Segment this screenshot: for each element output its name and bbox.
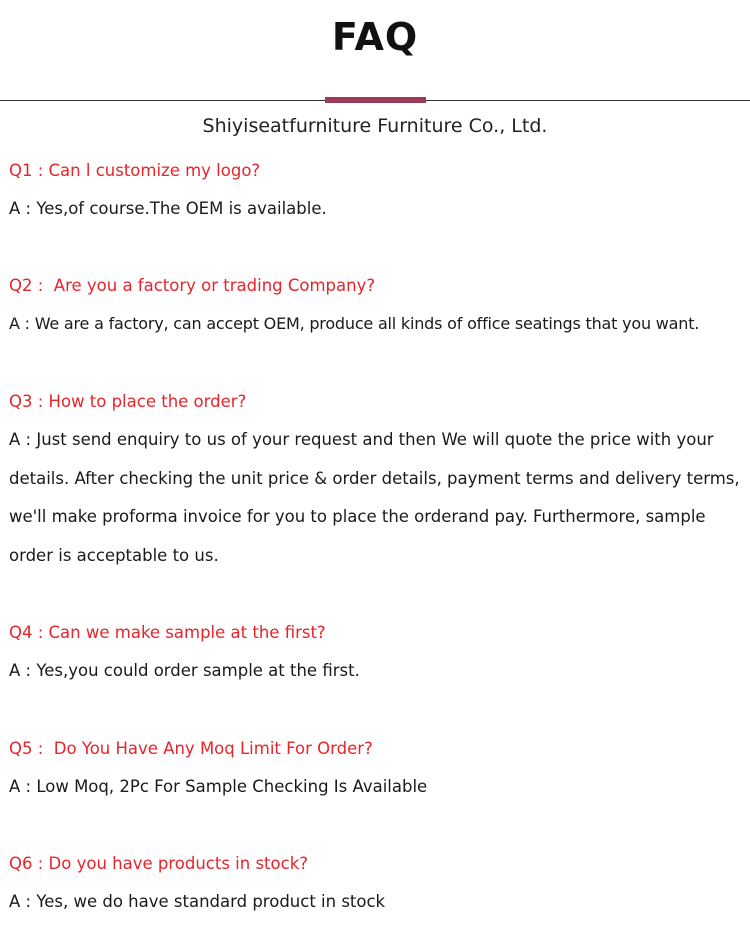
faq-item-3 (9, 383, 744, 575)
faq-question: Q4 : Can we make sample at the first? (9, 623, 326, 642)
faq-answer: A : Yes, we do have standard product in stock (9, 892, 386, 911)
faq-item-4 (9, 614, 750, 691)
faq-answer: A : Low Moq, 2Pc For Sample Checking Is Available (9, 777, 428, 796)
page-title: FAQ (331, 15, 419, 59)
faq-question: Q3 : How to place the order? (9, 392, 247, 411)
faq-answer: A : Just send enquiry to us of your request and then We will quote the price with your details. After checking the unit price & order details, payment terms and delivery terms, we'll make proforma invoice for you to place the orderand pay. Furthermore, sample order is acceptable to us. (9, 430, 740, 565)
faq-answer: A : Yes,you could order sample at the first. (9, 661, 360, 680)
faq-item-2 (9, 267, 750, 344)
faq-item-1 (9, 152, 750, 229)
faq-answer: A : Yes,of course.The OEM is available. (9, 199, 327, 218)
faq-answer: A : We are a factory, can accept OEM, produce all kinds of office seatings that you want. (9, 314, 700, 333)
faq-item-6 (9, 845, 750, 922)
faq-question: Q6 : Do you have products in stock? (9, 854, 309, 873)
faq-question: Q2 : Are you a factory or trading Company? (9, 276, 376, 295)
company-name: Shiyiseatfurniture Furniture Co., Ltd. (202, 115, 548, 137)
faq-question: Q5 : Do You Have Any Moq Limit For Order? (9, 739, 373, 758)
faq-item-5 (9, 730, 750, 807)
faq-question: Q1 : Can l customize my logo? (9, 161, 261, 180)
